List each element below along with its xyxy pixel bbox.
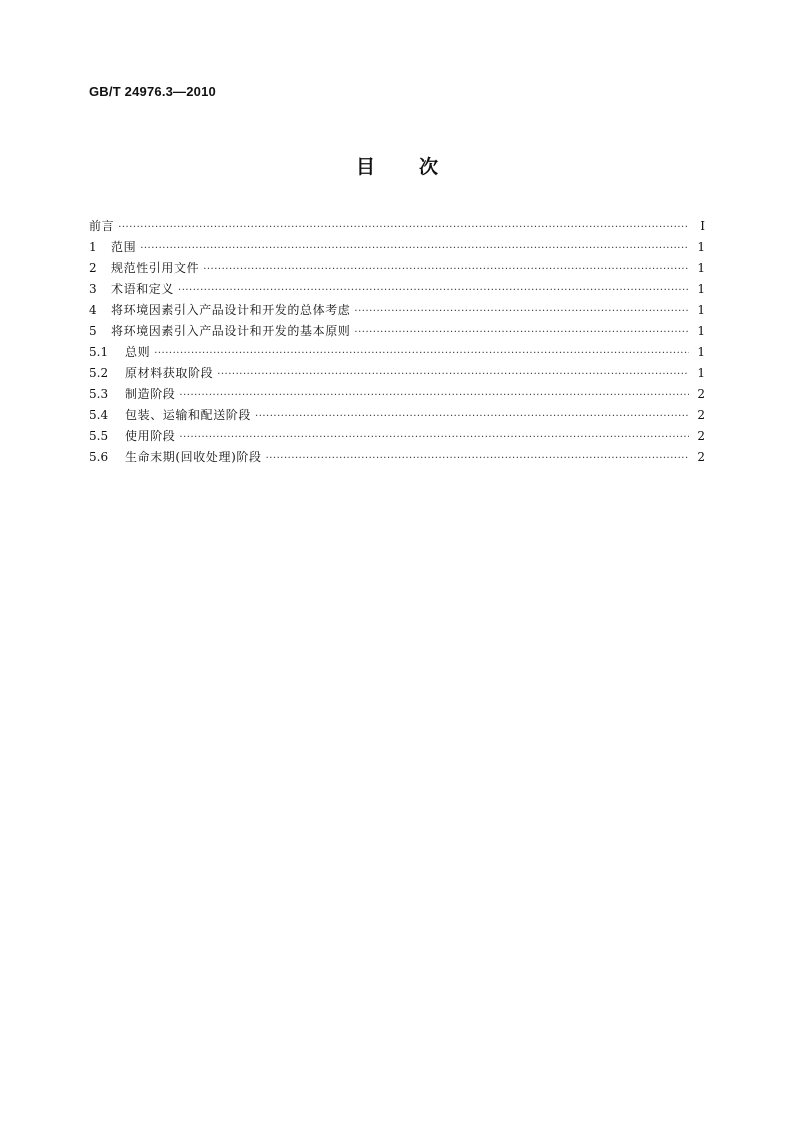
toc-entry-page: 1 <box>697 303 705 317</box>
toc-entry-number: 5.3 <box>89 387 109 401</box>
toc-entry-page: 2 <box>697 408 705 422</box>
toc-entry-page: I <box>700 219 705 233</box>
toc-entry-4[interactable] <box>89 301 705 322</box>
toc-entry-number: 5.4 <box>89 408 109 422</box>
toc-entry-label[interactable]: 将环境因素引入产品设计和开发的总体考虑 <box>111 303 351 317</box>
toc-entry-5-5[interactable] <box>89 427 705 448</box>
toc-entry-number: 3 <box>89 282 97 296</box>
toc-entry-page: 2 <box>697 387 705 401</box>
dot-leader <box>217 369 689 380</box>
toc-entry-5-4[interactable] <box>89 406 705 427</box>
dot-leader <box>354 306 689 317</box>
toc-entry-1[interactable] <box>89 238 705 259</box>
toc-entry-5-3[interactable] <box>89 385 705 406</box>
toc-entry-number: 5.5 <box>89 429 109 443</box>
dot-leader <box>255 411 689 422</box>
standard-code: GB/T 24976.3—2010 <box>89 84 216 99</box>
toc-entry-foreword[interactable] <box>89 217 705 238</box>
dot-leader <box>266 453 689 464</box>
toc-entry-5-2[interactable] <box>89 364 705 385</box>
toc-entry-label[interactable]: 使用阶段 <box>125 429 176 443</box>
toc-entry-page: 1 <box>697 240 705 254</box>
toc-entry-number: 5 <box>89 324 97 338</box>
toc-entry-number: 5.2 <box>89 366 109 380</box>
toc-entry-page: 1 <box>697 345 705 359</box>
toc-entry-label[interactable]: 生命末期(回收处理)阶段 <box>125 450 262 464</box>
toc-entry-label[interactable]: 前言 <box>89 219 115 233</box>
toc-entry-label[interactable]: 范围 <box>111 240 137 254</box>
page-title <box>0 152 794 179</box>
toc-entry-label[interactable]: 原材料获取阶段 <box>125 366 214 380</box>
title-char-2: 次 <box>419 156 439 178</box>
title-char-1: 目 <box>355 156 375 178</box>
toc-entry-page: 1 <box>697 366 705 380</box>
toc-entry-page: 1 <box>697 261 705 275</box>
dot-leader <box>203 264 689 275</box>
toc-entry-label[interactable]: 包装、运输和配送阶段 <box>125 408 252 422</box>
toc-entry-number: 1 <box>89 240 97 254</box>
toc-entry-number: 5.1 <box>89 345 109 359</box>
toc-entry-5-6[interactable] <box>89 448 705 469</box>
dot-leader <box>178 285 689 296</box>
toc-entry-number: 4 <box>89 303 97 317</box>
toc-entry-3[interactable] <box>89 280 705 301</box>
toc-entry-5[interactable] <box>89 322 705 343</box>
table-of-contents <box>89 217 705 469</box>
toc-entry-page: 2 <box>697 450 705 464</box>
toc-entry-number: 5.6 <box>89 450 109 464</box>
toc-entry-label[interactable]: 将环境因素引入产品设计和开发的基本原则 <box>111 324 351 338</box>
dot-leader <box>154 348 689 359</box>
toc-entry-5-1[interactable] <box>89 343 705 364</box>
toc-entry-page: 2 <box>697 429 705 443</box>
toc-entry-label[interactable]: 术语和定义 <box>111 282 175 296</box>
dot-leader <box>118 222 689 233</box>
dot-leader <box>179 432 689 443</box>
toc-entry-number: 2 <box>89 261 97 275</box>
toc-entry-page: 1 <box>697 282 705 296</box>
dot-leader <box>179 390 689 401</box>
toc-entry-page: 1 <box>697 324 705 338</box>
dot-leader <box>140 243 689 254</box>
toc-entry-label[interactable]: 制造阶段 <box>125 387 176 401</box>
toc-entry-2[interactable] <box>89 259 705 280</box>
dot-leader <box>354 327 689 338</box>
toc-entry-label[interactable]: 规范性引用文件 <box>111 261 200 275</box>
toc-entry-label[interactable]: 总则 <box>125 345 151 359</box>
